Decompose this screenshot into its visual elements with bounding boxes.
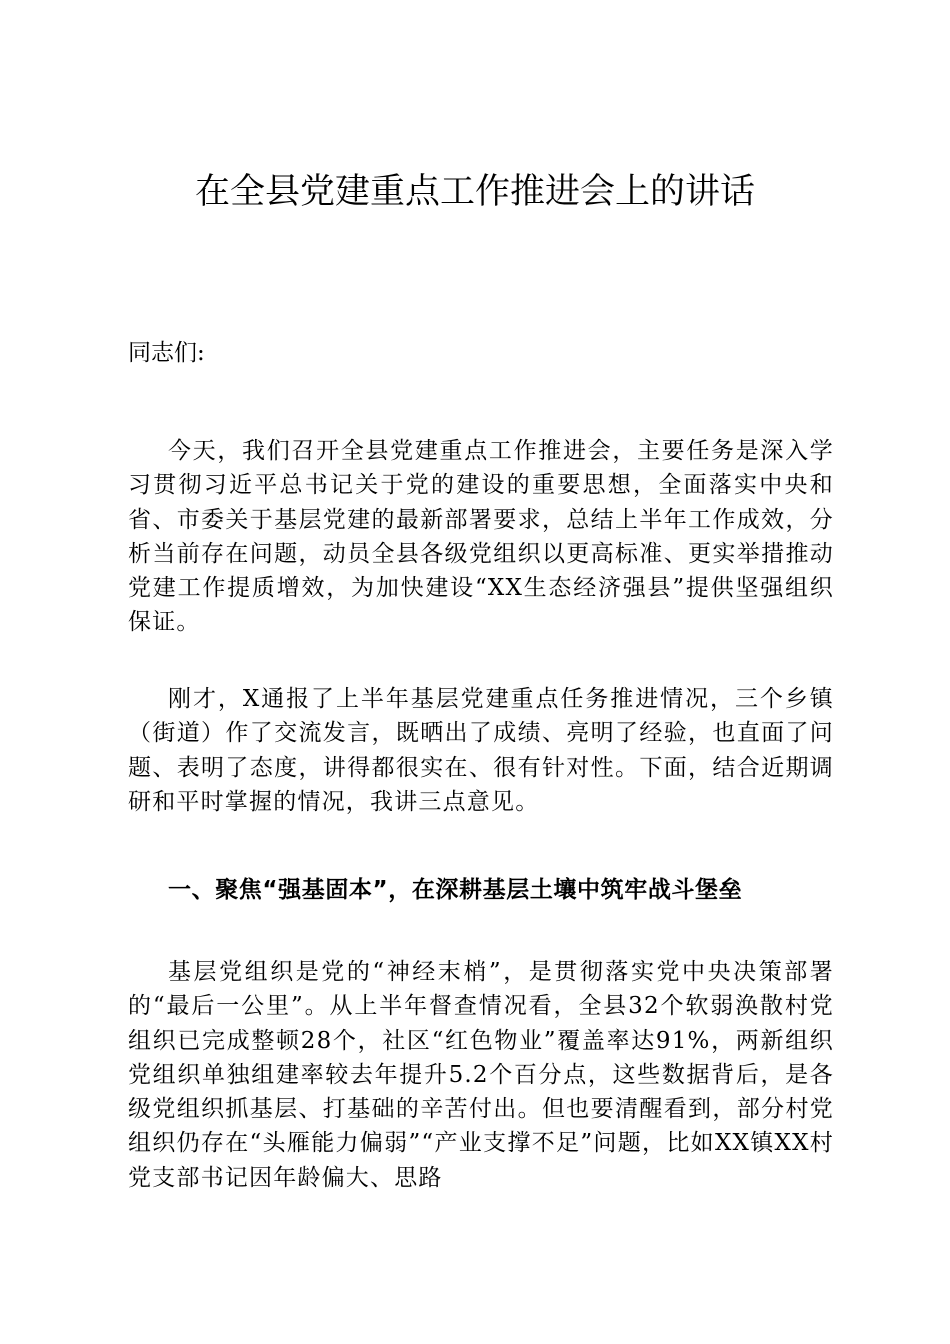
paragraph-section-1: 基层党组织是党的“神经末梢”，是贯彻落实党中央决策部署的“最后一公里”。从上半年督查情况看，全县32个软弱涣散村党组织已完成整顿28个，社区“红色物业”覆盖率达91%，两新组织党组织单独组建率较去年提升5.2个百分点，这些数据背后，是各级党组织抓基层、打基础的辛苦付出。但也要清醒看到，部分村党组织仍存在“头雁能力偏弱”“产业支撑不足”问题，比如XX镇XX村党支部书记因年龄偏大、思路	[128, 959, 834, 1191]
salutation: 同志们:	[128, 340, 205, 366]
speech-title: 在全县党建重点工作推进会上的讲话	[194, 172, 755, 212]
section-heading-1: 一、聚焦“强基固本”，在深耕基层土壤中筑牢战斗堡垒	[168, 877, 743, 903]
paragraph-intro: 刚才，X通报了上半年基层党建重点任务推进情况，三个乡镇（街道）作了交流发言，既晒出了成绩、亮明了经验，也直面了问题、表明了态度，讲得都很实在、很有针对性。下面，结合近期调研和平时掌握的情况，我讲三点意见。	[128, 686, 834, 815]
paragraph-opening: 今天，我们召开全县党建重点工作推进会，主要任务是深入学习贯彻习近平总书记关于党的建设的重要思想，全面落实中央和省、市委关于基层党建的最新部署要求，总结上半年工作成效，分析当前存在问题，动员全县各级党组织以更高标准、更实举措推动党建工作提质增效，为加快建设“XX生态经济强县”提供坚强组织保证。	[128, 438, 834, 636]
